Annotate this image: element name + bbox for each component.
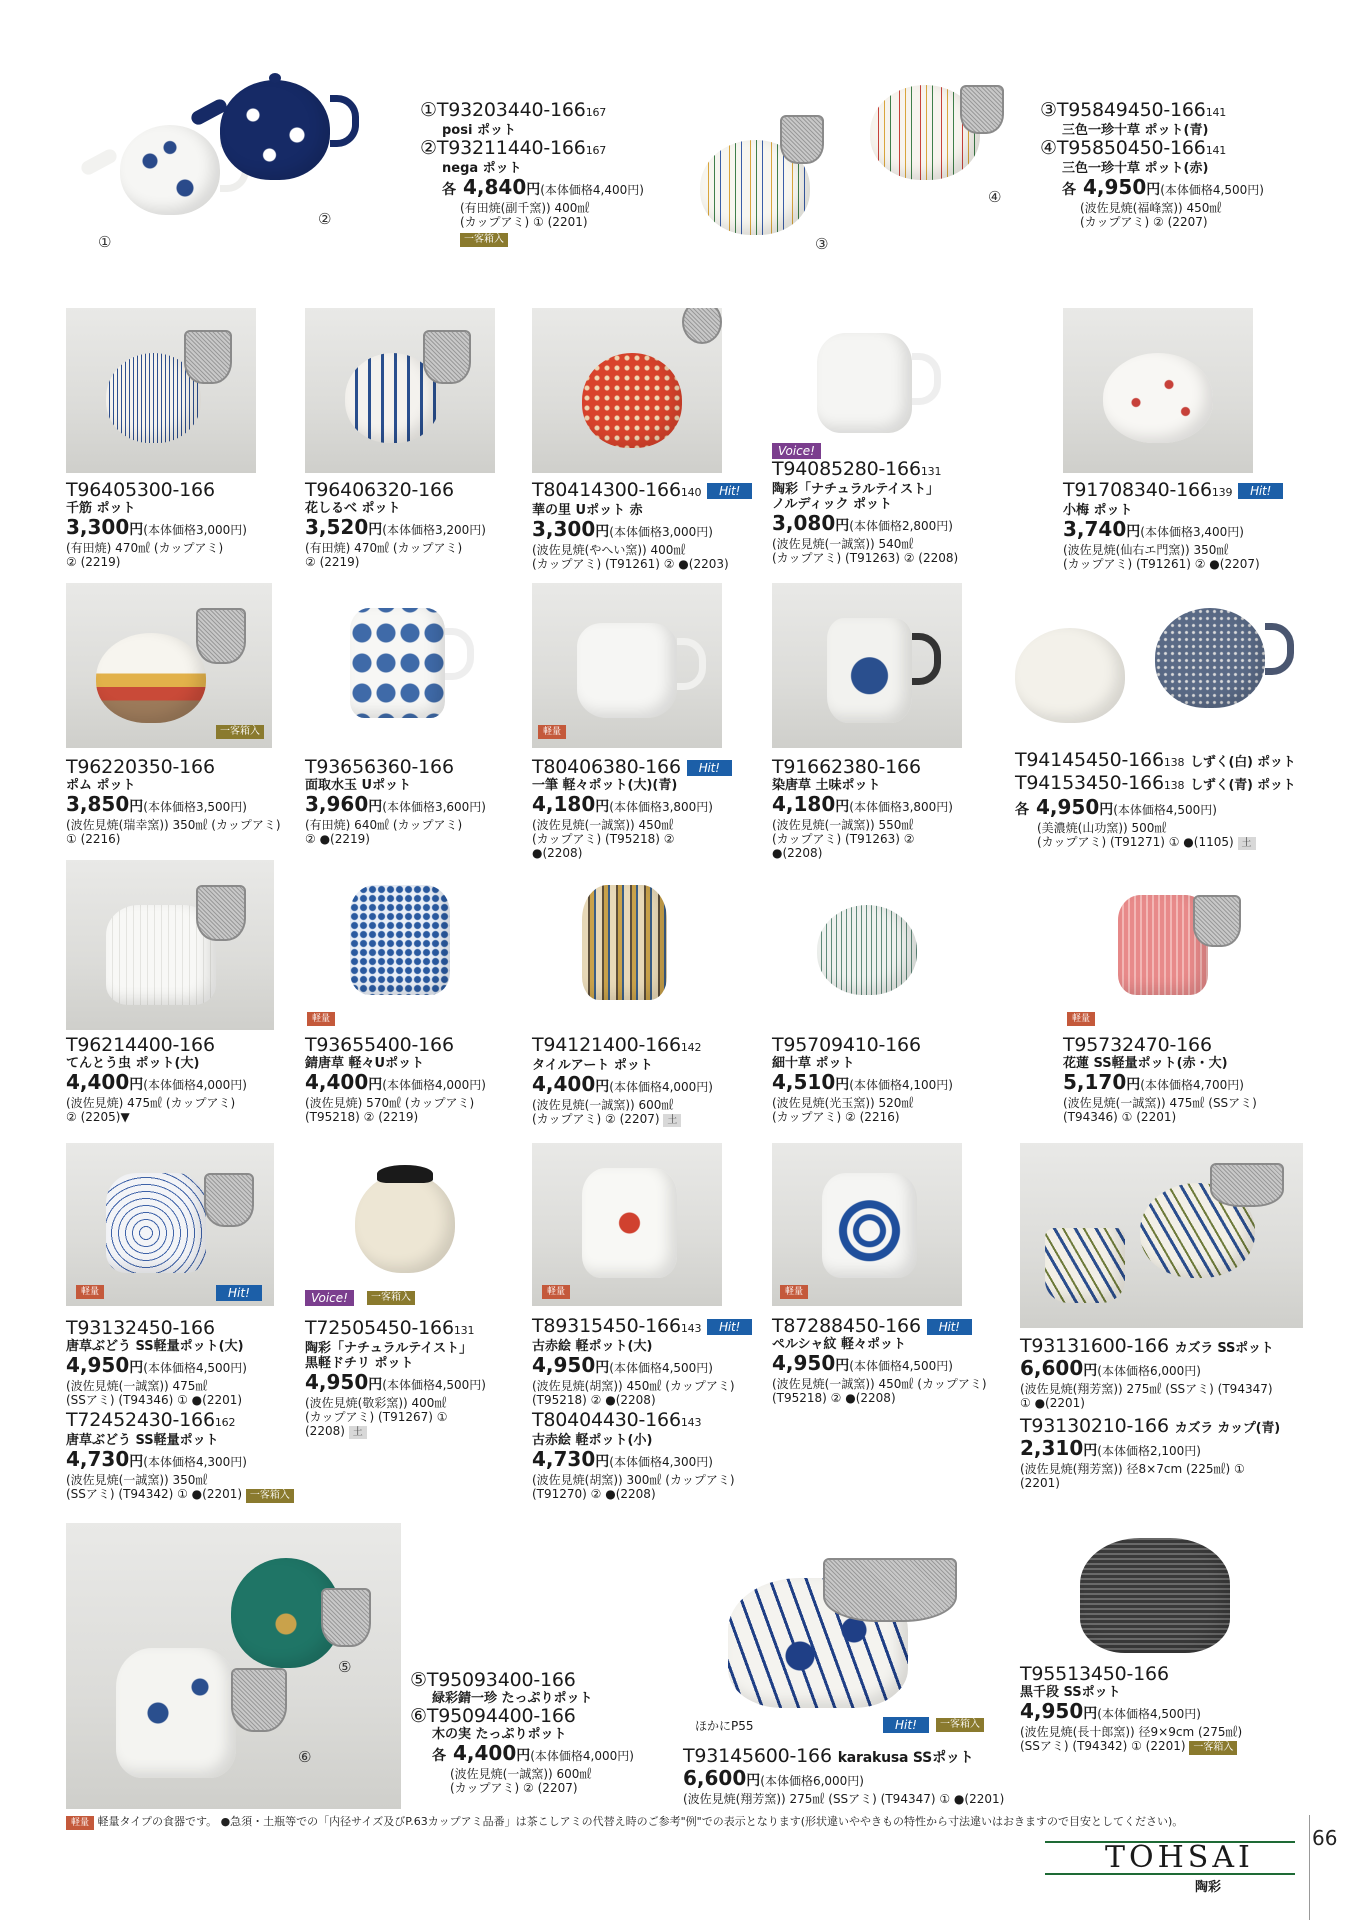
product-photo: [66, 308, 256, 473]
brand-name: TOHSAI: [1105, 1840, 1254, 1875]
row1-item-4: Voice! T94085280-166131 陶彩「ナチュラルテイスト」 ノルディック ポット 3,080円(本体価格2,800円) (波佐見焼(一誠窯)) 540㎖ (カップアミ) (T91263) ② (2208): [772, 444, 959, 565]
product-photo: [66, 1143, 274, 1306]
light-badge: 軽量: [780, 1285, 808, 1299]
voice-badge: Voice!: [305, 1290, 354, 1306]
row1-item-3: T80414300-166140 Hit! 華の里 Uポット 赤 3,300円(本体価格3,000円) (波佐見焼(やへい窯)) 400㎖ (カップアミ) (T91261) ② ●(2203): [532, 480, 752, 571]
row1-item-1: T96405300-166 千筋 ポット 3,300円(本体価格3,000円) (有田焼) 470㎖ (カップアミ) ② (2219): [66, 479, 247, 569]
voice-badge: Voice!: [772, 443, 821, 459]
row1-item-5: T91708340-166139 Hit! 小梅 ポット 3,740円(本体価格3,400円) (波佐見焼(仙右エ門窯)) 350㎖ (カップアミ) (T91261) ② ●(2207): [1063, 480, 1283, 571]
product-code: ②T93211440-166167: [420, 137, 607, 159]
product-photo: [532, 870, 722, 1030]
box-badge: 一客箱入: [246, 1489, 294, 1503]
product-photo-karakusa: [683, 1523, 993, 1741]
row3-item-3: T94121400-166142 タイルアート ポット 4,400円(本体価格4,000円) (波佐見焼(一誠窯)) 600㎖ (カップアミ) ② (2207) 土: [532, 1034, 713, 1126]
product-photo: [305, 308, 495, 473]
box-badge: 一客箱入: [1189, 1741, 1237, 1755]
row3-item-2: T93655400-166 錆唐草 軽々Uポット 4,400円(本体価格4,000円) (波佐見焼) 570㎖ (カップアミ) (T95218) ② (2219): [305, 1034, 486, 1124]
hit-badge: Hit!: [707, 1319, 752, 1335]
hit-badge: Hit!: [687, 760, 732, 776]
product-photo: [66, 583, 272, 748]
row3-item-4: T95709410-166 細十草 ポット 4,510円(本体価格4,100円) (波佐見焼(光玉窯)) 520㎖ (カップアミ) ② (2216): [772, 1034, 953, 1124]
page-number: 66: [1312, 1826, 1338, 1850]
row2-item-1: T96220350-166 ポム ポット 3,850円(本体価格3,500円) (波佐見焼(瑞幸窯)) 350㎖ (カップアミ) ① (2216): [66, 756, 281, 846]
row3-item-1: T96214400-166 てんとう虫 ポット(大) 4,400円(本体価格4,000円) (波佐見焼) 475㎖ (カップアミ) ② (2205)▼: [66, 1034, 247, 1124]
row1-item-2: T96406320-166 花しるべ ポット 3,520円(本体価格3,200円) (有田焼) 470㎖ (カップアミ) ② (2219): [305, 479, 486, 569]
clay-badge: 土: [349, 1426, 367, 1439]
note: ほかにP55: [695, 1719, 754, 1733]
product-photo-kurosendan: [1040, 1523, 1280, 1663]
row4-item-3: T89315450-166143 Hit! 古赤絵 軽ポット(大) 4,950円(本体価格4,500円) (波佐見焼(胡窯)) 450㎖ (カップアミ) (T95218) ② ●(2208) T80404430-166143 古赤絵 軽ポット(小) 4,730円(本体価格4,300円) (波佐見焼(胡窯)) 300㎖ (カップアミ) (T91270) ② ●(2208): [532, 1316, 752, 1501]
hit-badge: Hit!: [1238, 483, 1283, 499]
detail: (カップアミ) ① (2201): [460, 215, 588, 229]
product-photo: [772, 583, 962, 748]
bottom-left-info: ⑤T95093400-166 緑彩錆一珍 たっぷりポット ⑥T95094400-166 木の実 たっぷりポット 各 4,400円(本体価格4,000円) (波佐見焼(一誠窯)) 600㎖ (カップアミ) ② (2207): [410, 1669, 634, 1795]
light-badge: 軽量: [1067, 1012, 1095, 1026]
product-code: ①T93203440-166167: [420, 99, 607, 121]
product-photo: [1063, 870, 1253, 1030]
row2-item-3: T80406380-166 Hit! 一筆 軽々ポット(大)(青) 4,180円(本体価格3,800円) (波佐見焼(一誠窯)) 450㎖ (カップアミ) (T95218) ② ●(2208): [532, 757, 732, 860]
hit-badge: Hit!: [216, 1285, 262, 1301]
box-badge: 一客箱入: [460, 233, 508, 247]
label-1: ①: [98, 233, 112, 251]
top-right-info: ③T95849450-166141 三色一珍十草 ポット(青) ④T95850450-166141 三色一珍十草 ポット(赤) 各 4,950円(本体価格4,500円) (波佐見焼(福峰窯)) 450㎖ (カップアミ) ② (2207): [1040, 99, 1264, 229]
row4-item-5: T93131600-166 カズラ SSポット 6,600円(本体価格6,000円) (波佐見焼(翔芳窯)) 275㎖ (SSアミ) (T94347) ① ●(2201) T93130210-166 カズラ カップ(青) 2,310円(本体価格2,100円) (波佐見焼(翔芳窯)) 径8×7cm (225㎖) ① (2201): [1020, 1335, 1280, 1490]
product-photo: [305, 870, 495, 1030]
light-badge: 軽量: [307, 1012, 335, 1026]
product-photo: [532, 308, 722, 473]
product-photo-tappuri: [66, 1523, 401, 1809]
hit-badge: Hit!: [883, 1717, 929, 1733]
label-4: ④: [988, 188, 1002, 206]
product-photo: [305, 583, 495, 748]
product-name: nega ポット: [442, 161, 522, 176]
light-badge: 軽量: [542, 1285, 570, 1299]
box-badge: 一客箱入: [367, 1291, 415, 1305]
light-badge: 軽量: [66, 1816, 94, 1830]
row4-item-1: T93132450-166 唐草ぶどう SS軽量ポット(大) 4,950円(本体価格4,500円) (波佐見焼(一誠窯)) 475㎖ (SSアミ) (T94346) ① ●(2201) T72452430-166162 唐草ぶどう SS軽量ポット 4,730円(本体価格4,300円) (波佐見焼(一誠窯)) 350㎖ (SSアミ) (T94342) ① ●(2201) 一客箱入: [66, 1318, 294, 1503]
row2-item-4: T91662380-166 染唐草 土味ポット 4,180円(本体価格3,800円) (波佐見焼(一誠窯)) 550㎖ (カップアミ) (T91263) ② ●(2208): [772, 756, 953, 860]
label-5: ⑤: [338, 1658, 352, 1676]
product-photo: [305, 1143, 495, 1306]
product-name: posi ポット: [442, 123, 516, 138]
light-badge: 軽量: [538, 725, 566, 739]
brand-logo: [1045, 1830, 1295, 1895]
product-photo: [985, 583, 1305, 743]
product-photo: [772, 870, 962, 1030]
product-photo-sansai: [670, 70, 1030, 255]
row3-item-5: T95732470-166 花蓮 SS軽量ポット(赤・大) 5,170円(本体価格4,700円) (波佐見焼(一誠窯)) 475㎖ (SSアミ) (T94346) ① (2201): [1063, 1034, 1257, 1124]
product-photo: [532, 1143, 722, 1306]
product-photo: [772, 308, 962, 458]
product-photo: [1020, 1143, 1303, 1328]
row4-item-2: T72505450-166131 陶彩「ナチュラルテイスト」 黒軽ドチリ ポット 4,950円(本体価格4,500円) (波佐見焼(敬彩窯)) 400㎖ (カップアミ) (T91267) ① (2208) 土: [305, 1317, 486, 1438]
product-photo: [66, 860, 274, 1030]
label-3: ③: [815, 235, 829, 253]
detail: (有田焼(副千窯)) 400㎖: [460, 201, 590, 215]
product-photo-posi-nega: [60, 55, 410, 255]
brand-sub: 陶彩: [1195, 1880, 1222, 1895]
footer-note: 軽量 軽量タイプの食器です。 ●急須・土瓶等での「内径サイズ及びP.63カップアミ品番」は茶こしアミの代替え時のご参考"例"での表示となります(形状違いややきもの特性から寸法違いはおきますので目安としてください)。: [66, 1813, 1183, 1830]
row4-item-4: T87288450-166 Hit! ペルシャ紋 軽々ポット 4,950円(本体価格4,500円) (波佐見焼(一誠窯)) 450㎖ (カップアミ) (T95218) ② ●(2208): [772, 1315, 987, 1405]
hit-badge: Hit!: [707, 483, 752, 499]
clay-badge: 土: [663, 1114, 681, 1127]
price: 各 4,840円(本体価格4,400円): [442, 175, 644, 199]
bottom-right-info: T95513450-166 黒千段 SSポット 4,950円(本体価格4,500円) (波佐見焼(長十郎窯)) 径9×9cm (275㎖) (SSアミ) (T94342) ① (2201) 一客箱入: [1020, 1663, 1243, 1753]
row2-item-2: T93656360-166 面取水玉 Uポット 3,960円(本体価格3,600円) (有田焼) 640㎖ (カップアミ) ② ●(2219): [305, 756, 486, 846]
product-photo: [1063, 308, 1253, 473]
bottom-mid-info: T93145600-166 karakusa SSポット 6,600円(本体価格6,000円) (波佐見焼(翔芳窯)) 275㎖ (SSアミ) (T94347) ① ●(2201): [683, 1745, 1005, 1806]
row2-item-5: T94145450-166138 しずく(白) ポット T94153450-166138 しずく(青) ポット 各 4,950円(本体価格4,500円) (美濃焼(山功窯)) 500㎖ (カップアミ) (T91271) ① ●(1105) 土: [1015, 749, 1296, 849]
light-badge: 軽量: [76, 1285, 104, 1299]
product-photo: [772, 1143, 962, 1306]
top-left-info: [420, 100, 644, 247]
product-photo: [532, 583, 722, 748]
label-6: ⑥: [298, 1748, 312, 1766]
footer-divider: [1309, 1815, 1310, 1920]
label-2: ②: [318, 210, 332, 228]
box-badge: 一客箱入: [216, 725, 264, 739]
clay-badge: 土: [1238, 837, 1256, 850]
hit-badge: Hit!: [927, 1319, 972, 1335]
box-badge: 一客箱入: [936, 1718, 984, 1732]
